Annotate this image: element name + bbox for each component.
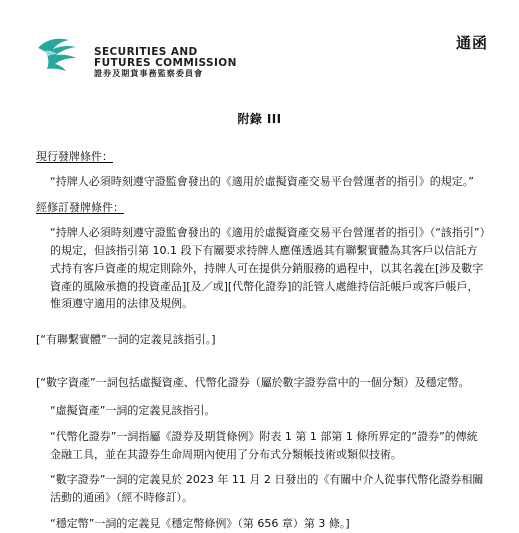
logo-chinese-name: 證券及期貨事務監察委員會	[94, 69, 204, 79]
sfc-logo-icon	[36, 30, 84, 78]
logo-english-line-1: SECURITIES AND	[94, 46, 198, 58]
logo-english-line-2: FUTURES COMMISSION	[94, 56, 237, 69]
section-spacer	[36, 191, 488, 201]
document-body	[36, 150, 488, 533]
sfc-logo-text	[94, 47, 237, 79]
definitions-spacer	[36, 349, 488, 374]
document-header	[36, 24, 488, 84]
definition-digital-assets: [“數字資產”一詞包括虛擬資產、代幣化證券（屬於數字證券當中的一個分類）及穩定幣。	[36, 376, 470, 390]
note-spacer	[36, 313, 488, 331]
current-conditions-text: “持牌人必須時刻遵守證監會發出的《適用於虛擬資產交易平台營運者的指引》的規定。”	[50, 175, 474, 189]
circular-title: 通函	[455, 34, 488, 52]
revised-conditions-text: “持牌人必須時刻遵守證監會發出的《適用於虛擬資產交易平台營運者的指引》（“該指引”）的規定，但該指引第 10.1 段下有關要求持牌人應僅透過其有聯繫實體為其客戶以信託方式持有客戶資產的規定則除外，持牌人可在提供分銷服務的過程中，以其名義在[涉及數字資產的風險承擔的投資產品][及／或][代幣化證券]的託管人處維持信託帳戶或客戶帳戶，惟須遵守適用的法律及規例。	[50, 226, 486, 311]
definition-virtual-assets: “虛擬資產”一詞的定義見該指引。	[50, 403, 216, 417]
associated-entity-definition-note: [“有聯繫實體”一詞的定義見該指引。]	[36, 333, 216, 347]
definition-digital-securities: “數字證券”一詞的定義見於 2023 年 11 月 2 日發出的《有關中介人從事代幣化證券相關活動的通函》（經不時修訂）。	[50, 473, 484, 505]
sfc-logo	[36, 24, 237, 82]
definition-stablecoin: “穩定幣”一詞的定義見《穩定幣條例》（第 656 章）第 3 條。]	[50, 516, 350, 530]
revised-conditions-heading: 經修訂發牌條件：	[36, 201, 124, 214]
annex-title: 附錄 III	[237, 112, 282, 126]
current-conditions-heading: 現行發牌條件：	[36, 150, 113, 163]
definition-tokenized-securities: “代幣化證券”一詞指屬《證券及期貨條例》附表 1 第 1 部第 1 條所界定的“證券”的傳統金融工具，並在其證券生命周期內使用了分布式分類帳技術或類似技術。	[50, 429, 478, 461]
